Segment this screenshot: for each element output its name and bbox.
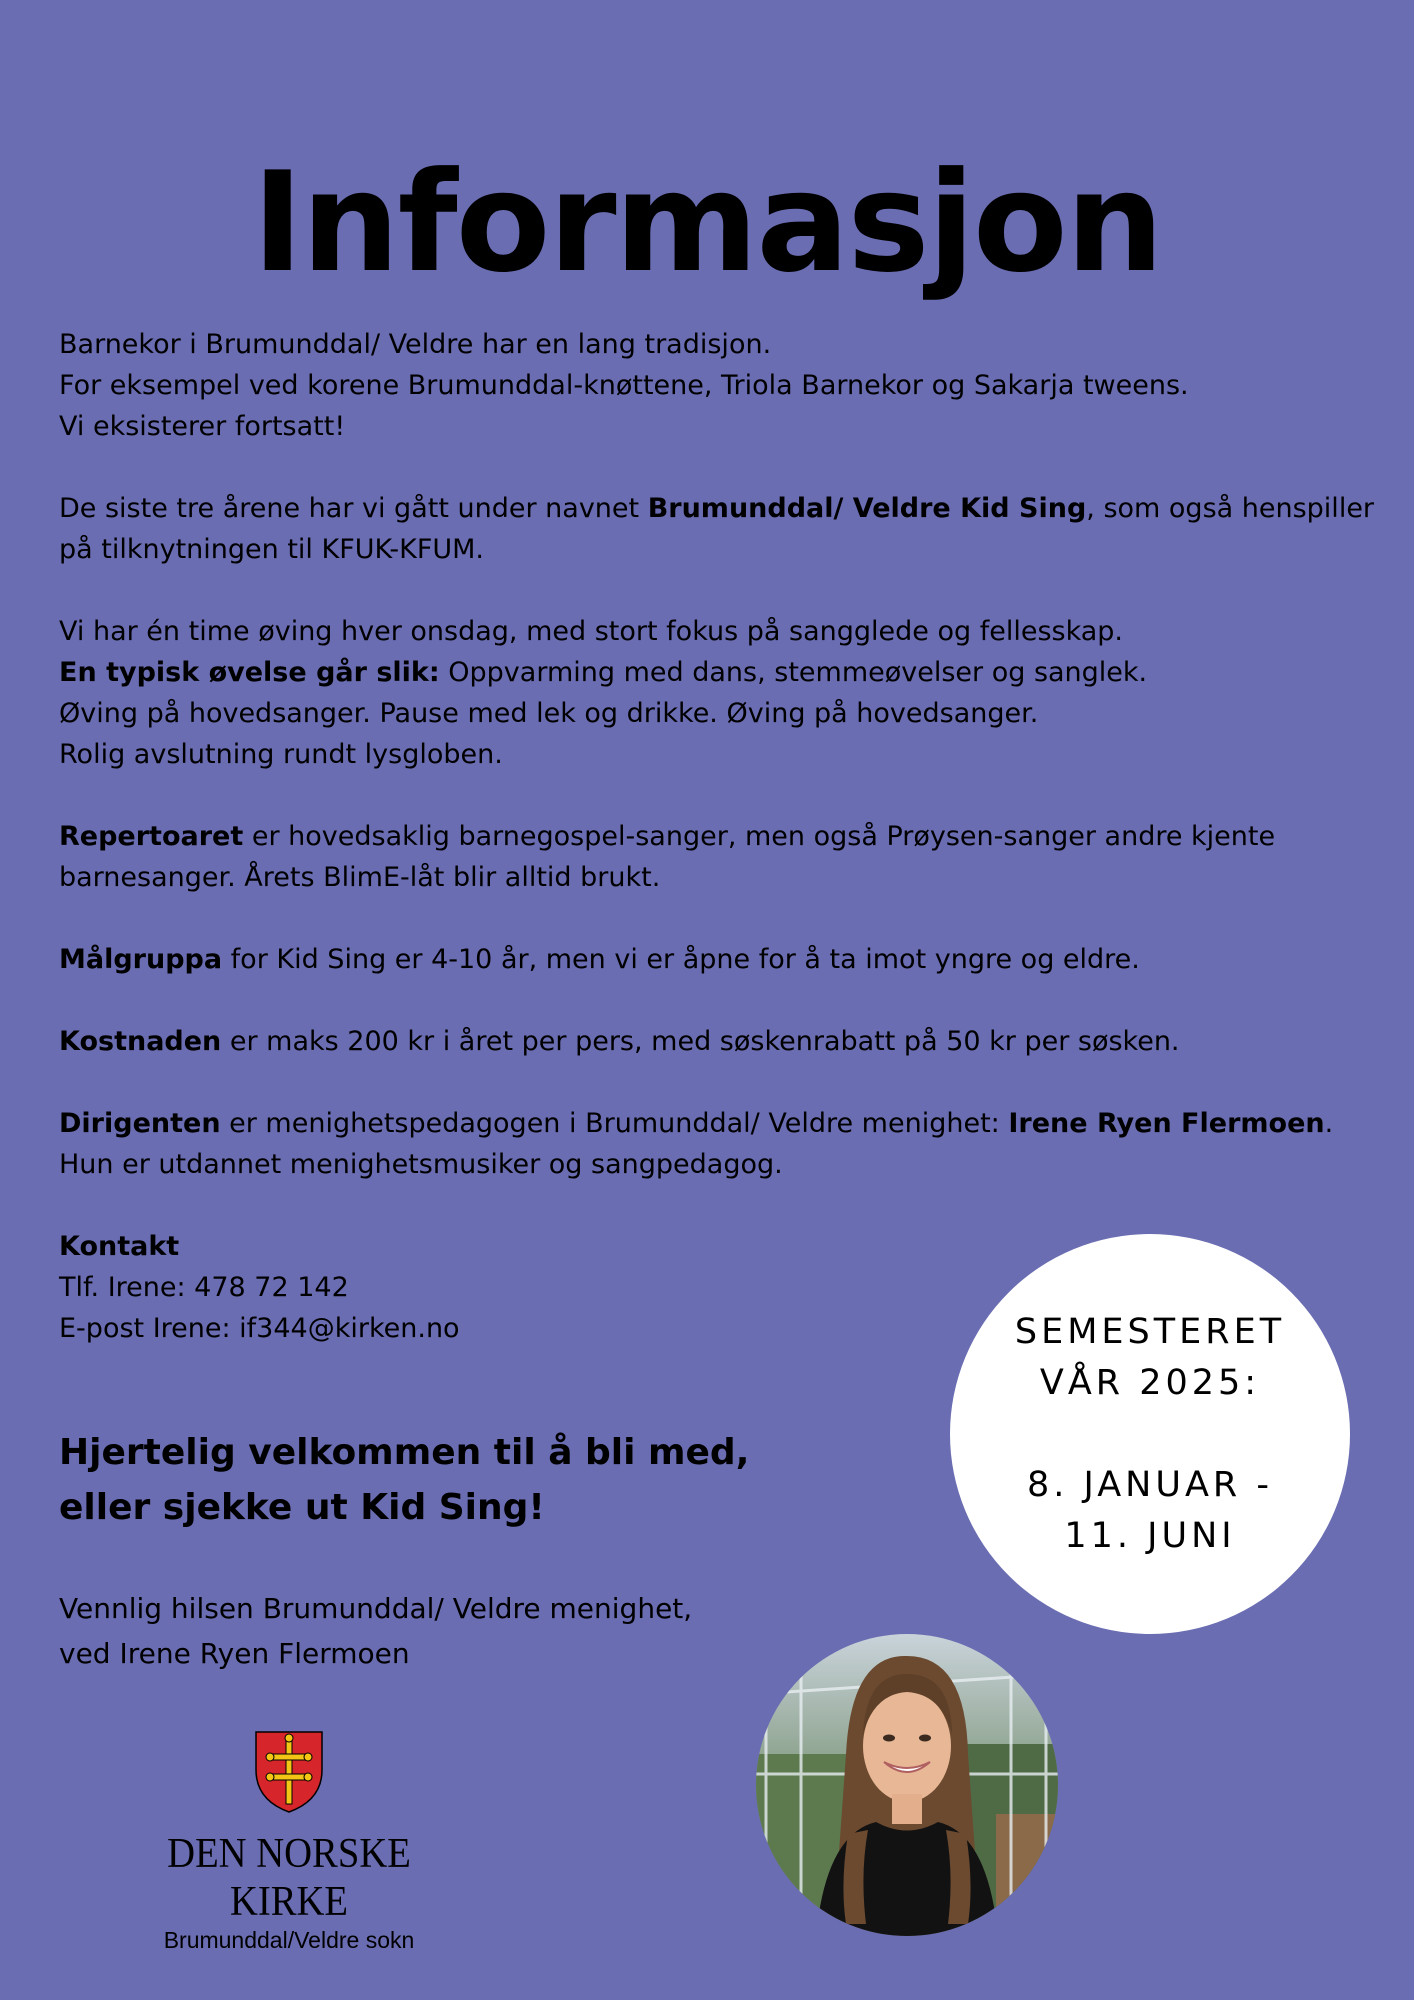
cost-paragraph bbox=[59, 1021, 1379, 1062]
conductor-heading: Dirigenten bbox=[59, 1108, 221, 1139]
conductor-end: . bbox=[1324, 1108, 1334, 1139]
welcome-message bbox=[59, 1425, 839, 1535]
repertoire-paragraph bbox=[59, 816, 1379, 898]
church-shield-icon bbox=[254, 1730, 324, 1814]
parish-name: Brumunddal/Veldre sokn bbox=[163, 1927, 415, 1953]
semester-line-1: SEMESTERET bbox=[1014, 1311, 1286, 1352]
greeting-line-1: Vennlig hilsen Brumunddal/ Veldre menighet, bbox=[59, 1592, 693, 1625]
page-title: Informasjon bbox=[252, 142, 1162, 303]
semester-line-3: 8. JANUAR - bbox=[1027, 1464, 1273, 1505]
name-text-after: , som også henspiller på tilknytningen til KFUK-KFUM. bbox=[59, 493, 1375, 565]
target-heading: Målgruppa bbox=[59, 944, 223, 975]
portrait-image bbox=[756, 1634, 1058, 1936]
conductor-name: Irene Ryen Flermoen bbox=[1008, 1108, 1325, 1139]
name-paragraph bbox=[59, 488, 1379, 570]
conductor-text: er menighetspedagogen i Brumunddal/ Veldre menighet: bbox=[220, 1108, 1009, 1139]
intro-line-3: Vi eksisterer fortsatt! bbox=[59, 411, 346, 442]
welcome-line-2: eller sjekke ut Kid Sing! bbox=[59, 1487, 545, 1528]
contact-heading: Kontakt bbox=[59, 1231, 180, 1262]
practice-paragraph bbox=[59, 611, 1379, 775]
greeting-line-2: ved Irene Ryen Flermoen bbox=[59, 1637, 410, 1670]
intro-paragraph bbox=[59, 324, 1379, 447]
conductor-photo bbox=[756, 1634, 1058, 1936]
signature-greeting bbox=[59, 1586, 839, 1676]
repertoire-text: er hovedsaklig barnegospel-sanger, men også Prøysen-sanger andre kjente barnesanger. Årets BlimE-låt blir alltid brukt. bbox=[59, 821, 1276, 893]
target-text: for Kid Sing er 4-10 år, men vi er åpne for å ta imot yngre og eldre. bbox=[222, 944, 1140, 975]
cost-heading: Kostnaden bbox=[59, 1026, 222, 1057]
practice-heading: En typisk øvelse går slik: bbox=[59, 657, 440, 688]
practice-line-1: Vi har én time øving hver onsdag, med stort fokus på sangglede og fellesskap. bbox=[59, 616, 1124, 647]
choir-name: Brumunddal/ Veldre Kid Sing bbox=[647, 493, 1087, 524]
contact-email[interactable]: E-post Irene: if344@kirken.no bbox=[59, 1313, 460, 1344]
conductor-paragraph bbox=[59, 1103, 1379, 1185]
practice-line-3: Øving på hovedsanger. Pause med lek og drikke. Øving på hovedsanger. bbox=[59, 698, 1039, 729]
church-name: DEN NORSKE KIRKE bbox=[167, 1831, 411, 1925]
semester-line-4: 11. JUNI bbox=[1064, 1515, 1236, 1556]
intro-line-1: Barnekor i Brumunddal/ Veldre har en lang tradisjon. bbox=[59, 329, 772, 360]
contact-phone[interactable]: Tlf. Irene: 478 72 142 bbox=[59, 1272, 349, 1303]
conductor-line-2: Hun er utdannet menighetsmusiker og sangpedagog. bbox=[59, 1149, 783, 1180]
semester-line-2: VÅR 2025: bbox=[1039, 1362, 1261, 1403]
info-body bbox=[59, 324, 1379, 1349]
welcome-line-1: Hjertelig velkommen til å bli med, bbox=[59, 1432, 750, 1473]
repertoire-heading: Repertoaret bbox=[59, 821, 244, 852]
church-logo bbox=[94, 1730, 484, 1954]
name-text-before: De siste tre årene har vi gått under navnet bbox=[59, 493, 648, 524]
cost-text: er maks 200 kr i året per pers, med søskenrabatt på 50 kr per søsken. bbox=[221, 1026, 1180, 1057]
practice-line-2: Oppvarming med dans, stemmeøvelser og sanglek. bbox=[439, 657, 1148, 688]
semester-badge bbox=[950, 1234, 1350, 1634]
practice-line-4: Rolig avslutning rundt lysgloben. bbox=[59, 739, 503, 770]
target-paragraph bbox=[59, 939, 1379, 980]
intro-line-2: For eksempel ved korene Brumunddal-knøttene, Triola Barnekor og Sakarja tweens. bbox=[59, 370, 1189, 401]
